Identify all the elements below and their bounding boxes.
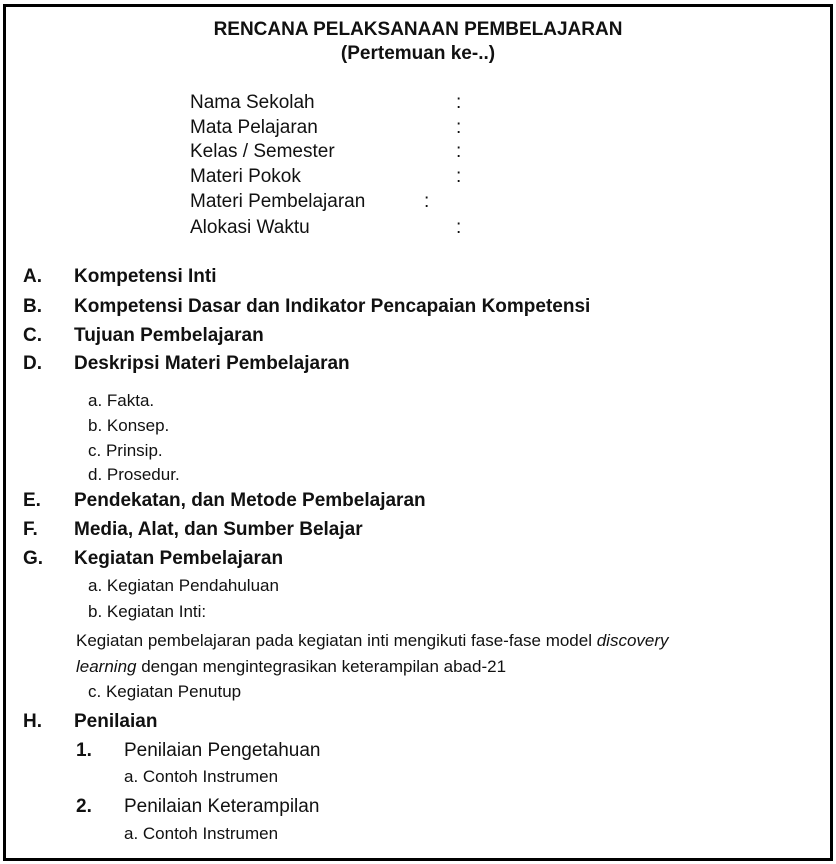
identity-colon: : (456, 141, 462, 162)
paragraph-text: dengan mengintegrasikan keterampilan abad-21 (136, 657, 507, 676)
section-g-paragraph-line-1 (76, 631, 669, 651)
section-a-title: Kompetensi Inti (74, 266, 217, 287)
identity-colon: : (456, 217, 462, 238)
identity-colon: : (456, 117, 462, 138)
section-f-title: Media, Alat, dan Sumber Belajar (74, 519, 363, 540)
section-c-letter: C. (23, 325, 42, 346)
section-d-title: Deskripsi Materi Pembelajaran (74, 353, 350, 374)
section-h-item-2-sub: a. Contoh Instrumen (124, 824, 279, 843)
section-d-item-prinsip: c. Prinsip. (88, 441, 163, 460)
section-d-item-konsep: b. Konsep. (88, 416, 170, 435)
section-e-letter: E. (23, 490, 41, 511)
section-b-letter: B. (23, 296, 42, 317)
section-h-item-2-title: Penilaian Keterampilan (124, 796, 320, 817)
identity-label-mata-pelajaran: Mata Pelajaran (190, 117, 318, 138)
identity-label-materi-pokok: Materi Pokok (190, 166, 301, 187)
section-g-item-penutup: c. Kegiatan Penutup (88, 682, 242, 701)
document-title: RENCANA PELAKSANAAN PEMBELAJARAN (213, 19, 623, 40)
section-d-letter: D. (23, 353, 42, 374)
section-g-paragraph-line-2 (76, 657, 506, 677)
section-c-title: Tujuan Pembelajaran (74, 325, 264, 346)
section-g-item-pendahuluan: a. Kegiatan Pendahuluan (88, 576, 279, 595)
paragraph-text: Kegiatan pembelajaran pada kegiatan inti mengikuti fase-fase model (76, 631, 597, 650)
section-h-item-1-title: Penilaian Pengetahuan (124, 740, 321, 761)
section-e-title: Pendekatan, dan Metode Pembelajaran (74, 490, 426, 511)
section-d-item-fakta: a. Fakta. (88, 391, 155, 410)
identity-label-alokasi-waktu: Alokasi Waktu (190, 217, 310, 238)
document-subtitle: (Pertemuan ke-..) (340, 43, 496, 64)
section-h-letter: H. (23, 711, 42, 732)
section-b-title: Kompetensi Dasar dan Indikator Pencapaian Kompetensi (74, 296, 591, 317)
section-h-title: Penilaian (74, 711, 158, 732)
section-f-letter: F. (23, 519, 38, 540)
section-g-letter: G. (23, 548, 44, 569)
identity-colon: : (424, 191, 430, 212)
identity-label-nama-sekolah: Nama Sekolah (190, 92, 315, 113)
section-a-letter: A. (23, 266, 42, 287)
section-d-item-prosedur: d. Prosedur. (88, 465, 180, 484)
section-g-title: Kegiatan Pembelajaran (74, 548, 284, 569)
paragraph-italic-term: discovery (596, 631, 669, 650)
section-g-item-inti: b. Kegiatan Inti: (88, 602, 207, 621)
identity-label-materi-pembelajaran: Materi Pembelajaran (190, 191, 366, 212)
identity-colon: : (456, 92, 462, 113)
section-h-item-2-number: 2. (76, 796, 92, 817)
identity-colon: : (456, 166, 462, 187)
section-h-item-1-number: 1. (76, 740, 92, 761)
identity-label-kelas-semester: Kelas / Semester (190, 141, 335, 162)
paragraph-italic-term: learning (76, 657, 137, 676)
document-frame (3, 4, 833, 861)
section-h-item-1-sub: a. Contoh Instrumen (124, 767, 279, 786)
